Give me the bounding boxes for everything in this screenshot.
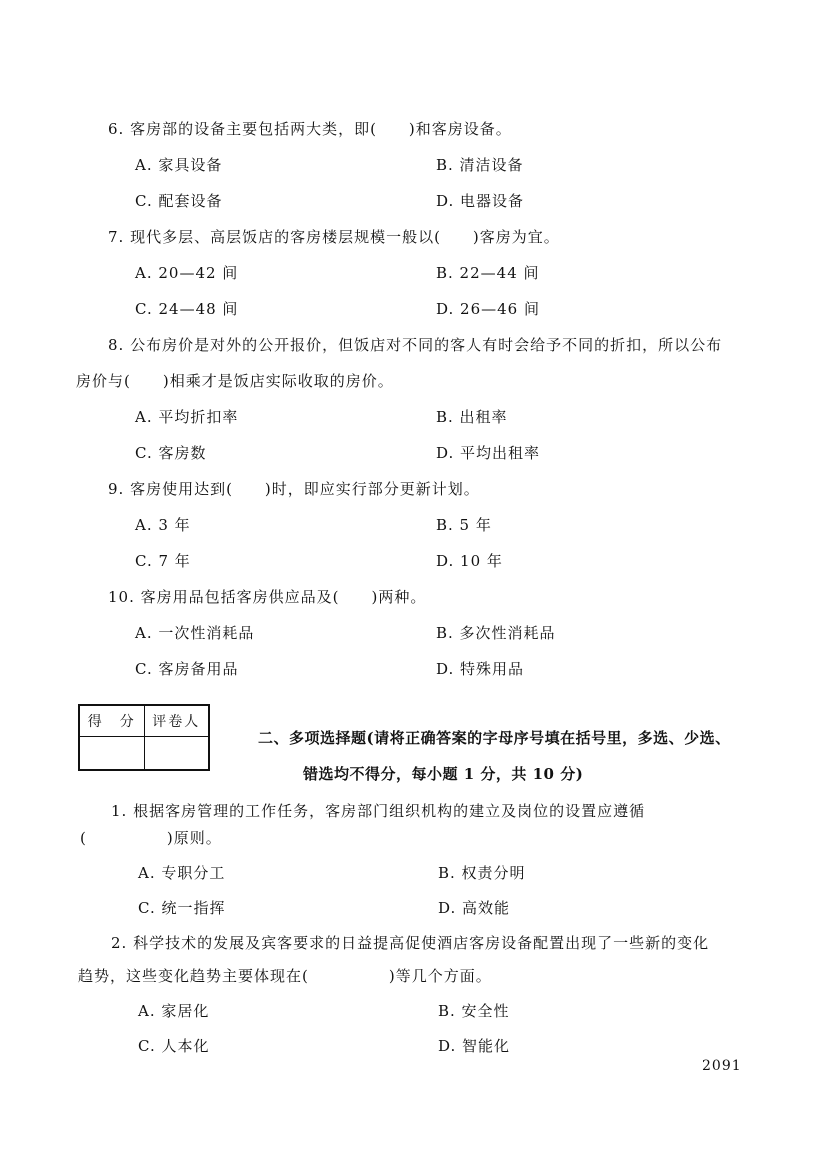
q6-option-c: C. 配套设备 — [135, 192, 223, 210]
question-10-text: 10. 客房用品包括客房供应品及( )两种。 — [108, 588, 427, 606]
q10-option-b: B. 多次性消耗品 — [436, 624, 556, 642]
section-2-title-line1: 二、多项选择题(请将正确答案的字母序号填在括号里，多选、少选、 — [258, 729, 731, 747]
m2-option-d: D. 智能化 — [438, 1037, 511, 1055]
grader-label: 评卷人 — [144, 705, 209, 737]
score-box — [78, 704, 210, 771]
multi-question-2-text-line2: 趋势，这些变化趋势主要体现在( )等几个方面。 — [78, 967, 492, 985]
q9-option-d: D. 10 年 — [436, 552, 503, 570]
q9-option-c: C. 7 年 — [135, 552, 191, 570]
q6-option-b: B. 清洁设备 — [436, 156, 524, 174]
m2-option-c: C. 人本化 — [138, 1037, 210, 1055]
q9-option-a: A. 3 年 — [135, 516, 191, 534]
m2-option-b: B. 安全性 — [438, 1002, 510, 1020]
score-label: 得 分 — [79, 705, 144, 737]
question-7-text: 7. 现代多层、高层饭店的客房楼层规模一般以( )客房为宜。 — [108, 228, 560, 246]
question-9-text: 9. 客房使用达到( )时，即应实行部分更新计划。 — [108, 480, 480, 498]
q7-option-a: A. 20—42 间 — [135, 264, 239, 282]
m1-option-a: A. 专职分工 — [138, 864, 226, 882]
q10-option-d: D. 特殊用品 — [436, 660, 525, 678]
question-8-text-line1: 8. 公布房价是对外的公开报价，但饭店对不同的客人有时会给予不同的折扣，所以公布 — [108, 336, 723, 354]
q6-option-a: A. 家具设备 — [135, 156, 223, 174]
q8-option-d: D. 平均出租率 — [436, 444, 541, 462]
q8-option-c: C. 客房数 — [135, 444, 207, 462]
q10-option-a: A. 一次性消耗品 — [135, 624, 255, 642]
q10-option-c: C. 客房备用品 — [135, 660, 239, 678]
q6-option-d: D. 电器设备 — [436, 192, 525, 210]
multi-question-1-text-line1: 1. 根据客房管理的工作任务，客房部门组织机构的建立及岗位的设置应遵循 — [111, 802, 646, 820]
m1-option-d: D. 高效能 — [438, 899, 511, 917]
q7-option-b: B. 22—44 间 — [436, 264, 540, 282]
section-2-title-line2: 错选均不得分，每小题 1 分，共 10 分) — [303, 765, 584, 783]
m2-option-a: A. 家居化 — [138, 1002, 210, 1020]
multi-question-1-text-line2: ( )原则。 — [80, 829, 222, 847]
multi-question-2-text-line1: 2. 科学技术的发展及宾客要求的日益提高促使酒店客房设备配置出现了一些新的变化 — [111, 934, 710, 952]
page-number: 2091 — [702, 1058, 742, 1074]
q9-option-b: B. 5 年 — [436, 516, 492, 534]
m1-option-c: C. 统一指挥 — [138, 899, 226, 917]
q8-option-b: B. 出租率 — [436, 408, 508, 426]
score-cell — [79, 737, 144, 771]
m1-option-b: B. 权责分明 — [438, 864, 526, 882]
q8-option-a: A. 平均折扣率 — [135, 408, 239, 426]
q7-option-c: C. 24—48 间 — [135, 300, 239, 318]
grader-cell — [144, 737, 209, 771]
q7-option-d: D. 26—46 间 — [436, 300, 540, 318]
question-8-text-line2: 房价与( )相乘才是饭店实际收取的房价。 — [76, 372, 394, 390]
question-6-text: 6. 客房部的设备主要包括两大类，即( )和客房设备。 — [108, 120, 512, 138]
